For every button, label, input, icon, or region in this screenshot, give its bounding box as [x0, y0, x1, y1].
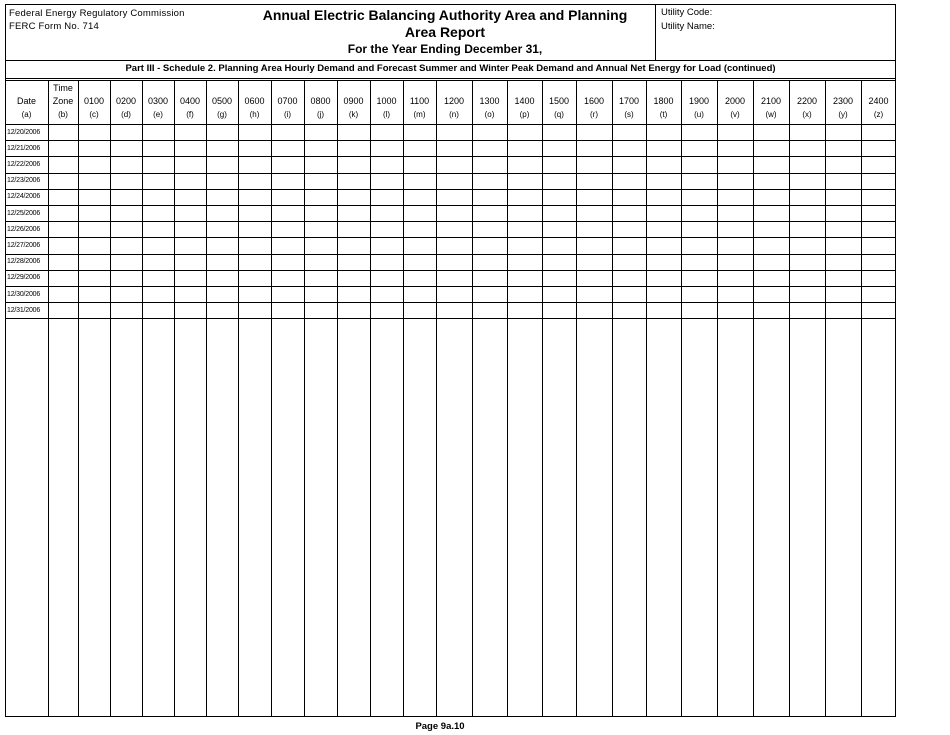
column-header-code: (k) — [348, 110, 359, 119]
column-header-label: 0600 — [244, 96, 265, 106]
column-divider — [48, 80, 49, 717]
table-row-divider — [5, 140, 896, 141]
column-header-code: (a) — [21, 110, 32, 119]
date-cell: 12/27/2006 — [7, 241, 41, 249]
column-header-code: (d) — [121, 110, 131, 119]
date-cell: 12/26/2006 — [7, 225, 41, 233]
column-header-code: (x) — [802, 110, 812, 119]
table-row-divider — [5, 286, 896, 287]
column-header-code: (o) — [484, 110, 495, 119]
agency-block — [9, 7, 185, 33]
column-header-label: 0300 — [147, 96, 169, 106]
utility-code-label: Utility Code: — [661, 7, 713, 18]
column-header-code: (m) — [413, 110, 426, 119]
date-cell: 12/21/2006 — [7, 144, 41, 152]
column-divider — [337, 80, 338, 717]
column-divider — [403, 80, 404, 717]
column-header-label: 1800 — [653, 96, 674, 106]
column-header — [5, 82, 48, 121]
column-header-label: 0400 — [179, 96, 201, 106]
column-header-label: 2100 — [760, 96, 782, 106]
table-row-divider — [5, 221, 896, 222]
column-header-label: 1200 — [443, 96, 465, 106]
form-header — [5, 4, 896, 60]
column-header-label: 1400 — [514, 96, 535, 106]
column-header — [861, 82, 896, 121]
report-title — [235, 7, 655, 41]
column-header-code: (y) — [838, 110, 848, 119]
column-header — [436, 82, 472, 121]
column-header-label: 0800 — [310, 96, 331, 106]
column-header — [542, 82, 576, 121]
column-divider — [789, 80, 790, 717]
column-header — [370, 82, 403, 121]
column-header-code: (r) — [590, 110, 598, 119]
column-divider — [304, 80, 305, 717]
column-header-label: 0200 — [115, 96, 137, 106]
column-divider — [507, 80, 508, 717]
column-header-code: (c) — [89, 110, 99, 119]
date-cell: 12/24/2006 — [7, 193, 41, 201]
column-divider — [238, 80, 239, 717]
column-header — [825, 82, 861, 121]
table-row-divider — [5, 156, 896, 157]
column-header-label: 1100 — [409, 96, 430, 106]
header-row-divider — [5, 124, 896, 125]
column-header — [717, 82, 753, 121]
column-header — [304, 82, 337, 121]
column-header — [403, 82, 436, 121]
date-cell: 12/22/2006 — [7, 160, 41, 168]
column-header-label: 1700 — [618, 96, 640, 106]
column-divider — [370, 80, 371, 717]
column-header — [753, 82, 789, 121]
date-cell: 12/31/2006 — [7, 306, 41, 314]
part-divider-top — [5, 78, 896, 79]
column-divider — [753, 80, 754, 717]
column-header-label: Time Zone — [52, 83, 74, 106]
column-header-code: (p) — [519, 110, 530, 119]
column-header-code: (f) — [186, 110, 194, 119]
column-header-label: 0700 — [277, 96, 298, 106]
column-header-label: 0500 — [211, 96, 233, 106]
column-header — [472, 82, 507, 121]
column-header-code: (u) — [694, 110, 704, 119]
form-number: FERC Form No. 714 — [9, 21, 99, 32]
column-header-label: Date — [16, 96, 36, 106]
column-divider — [436, 80, 437, 717]
column-header-label: 1600 — [583, 96, 605, 106]
report-title-line2: Area Report — [404, 24, 486, 40]
report-title-line1: Annual Electric Balancing Authority Area and Planning — [262, 7, 628, 23]
column-divider — [612, 80, 613, 717]
column-header-code: (h) — [249, 110, 260, 119]
column-header — [142, 82, 174, 121]
column-divider — [174, 80, 175, 717]
column-header-label: 1500 — [548, 96, 570, 106]
date-cell: 12/29/2006 — [7, 274, 41, 282]
column-header — [110, 82, 142, 121]
column-divider — [646, 80, 647, 717]
column-header — [646, 82, 681, 121]
column-divider — [542, 80, 543, 717]
column-divider — [576, 80, 577, 717]
table-row-divider — [5, 173, 896, 174]
column-header-code: (n) — [449, 110, 459, 119]
column-header-label: 1900 — [688, 96, 710, 106]
table-row-divider — [5, 318, 896, 319]
column-header-code: (g) — [217, 110, 227, 119]
column-header — [48, 82, 78, 121]
utility-info-box — [655, 4, 896, 60]
column-divider — [78, 80, 79, 717]
table-row-divider — [5, 270, 896, 271]
column-header-code: (q) — [554, 110, 564, 119]
column-divider — [472, 80, 473, 717]
column-header-label: 2000 — [724, 96, 746, 106]
column-header — [78, 82, 110, 121]
column-divider — [861, 80, 862, 717]
utility-name-label: Utility Name: — [661, 21, 715, 32]
column-header-code: (z) — [873, 110, 884, 119]
part-title: Part III - Schedule 2. Planning Area Hourly Demand and Forecast Summer and Winter Peak Demand and Annual Net Energy for Load (continued) — [125, 63, 776, 74]
column-divider — [717, 80, 718, 717]
column-header-code: (i) — [283, 110, 292, 119]
date-cell: 12/28/2006 — [7, 258, 41, 266]
column-header-code: (v) — [730, 110, 740, 119]
date-cell: 12/25/2006 — [7, 209, 41, 217]
column-header — [681, 82, 717, 121]
column-header-code: (e) — [153, 110, 163, 119]
column-divider — [825, 80, 826, 717]
column-header-code: (b) — [58, 110, 68, 119]
column-header-label: 0100 — [83, 96, 105, 106]
table-row-divider — [5, 302, 896, 303]
column-header-label: 2300 — [832, 96, 854, 106]
column-divider — [206, 80, 207, 717]
column-header — [789, 82, 825, 121]
date-cell: 12/20/2006 — [7, 128, 41, 136]
column-header-label: 0900 — [343, 96, 364, 106]
report-subtitle: For the Year Ending December 31, — [347, 42, 543, 56]
column-divider — [681, 80, 682, 717]
column-header-code: (j) — [316, 110, 325, 119]
page-number: Page 9a.10 — [415, 721, 465, 732]
column-header-label: 1300 — [479, 96, 500, 106]
column-divider — [271, 80, 272, 717]
date-cell: 12/30/2006 — [7, 290, 41, 298]
table-row-divider — [5, 237, 896, 238]
column-header — [238, 82, 271, 121]
column-divider — [142, 80, 143, 717]
column-header — [507, 82, 542, 121]
column-header — [174, 82, 206, 121]
column-header-code: (l) — [382, 110, 391, 119]
column-header-code: (s) — [624, 110, 634, 119]
agency-name: Federal Energy Regulatory Commission — [9, 8, 185, 19]
table-row-divider — [5, 205, 896, 206]
column-header — [206, 82, 238, 121]
column-divider — [110, 80, 111, 717]
column-header-label: 2400 — [868, 96, 889, 106]
part-divider-bottom — [5, 80, 896, 81]
table-row-divider — [5, 189, 896, 190]
table-row-divider — [5, 254, 896, 255]
column-header — [271, 82, 304, 121]
date-cell: 12/23/2006 — [7, 177, 41, 185]
column-header — [612, 82, 646, 121]
column-header-label: 2200 — [796, 96, 818, 106]
column-header-label: 1000 — [376, 96, 397, 106]
column-header — [576, 82, 612, 121]
column-header-code: (w) — [765, 110, 777, 119]
column-header — [337, 82, 370, 121]
column-header-code: (t) — [659, 110, 668, 119]
